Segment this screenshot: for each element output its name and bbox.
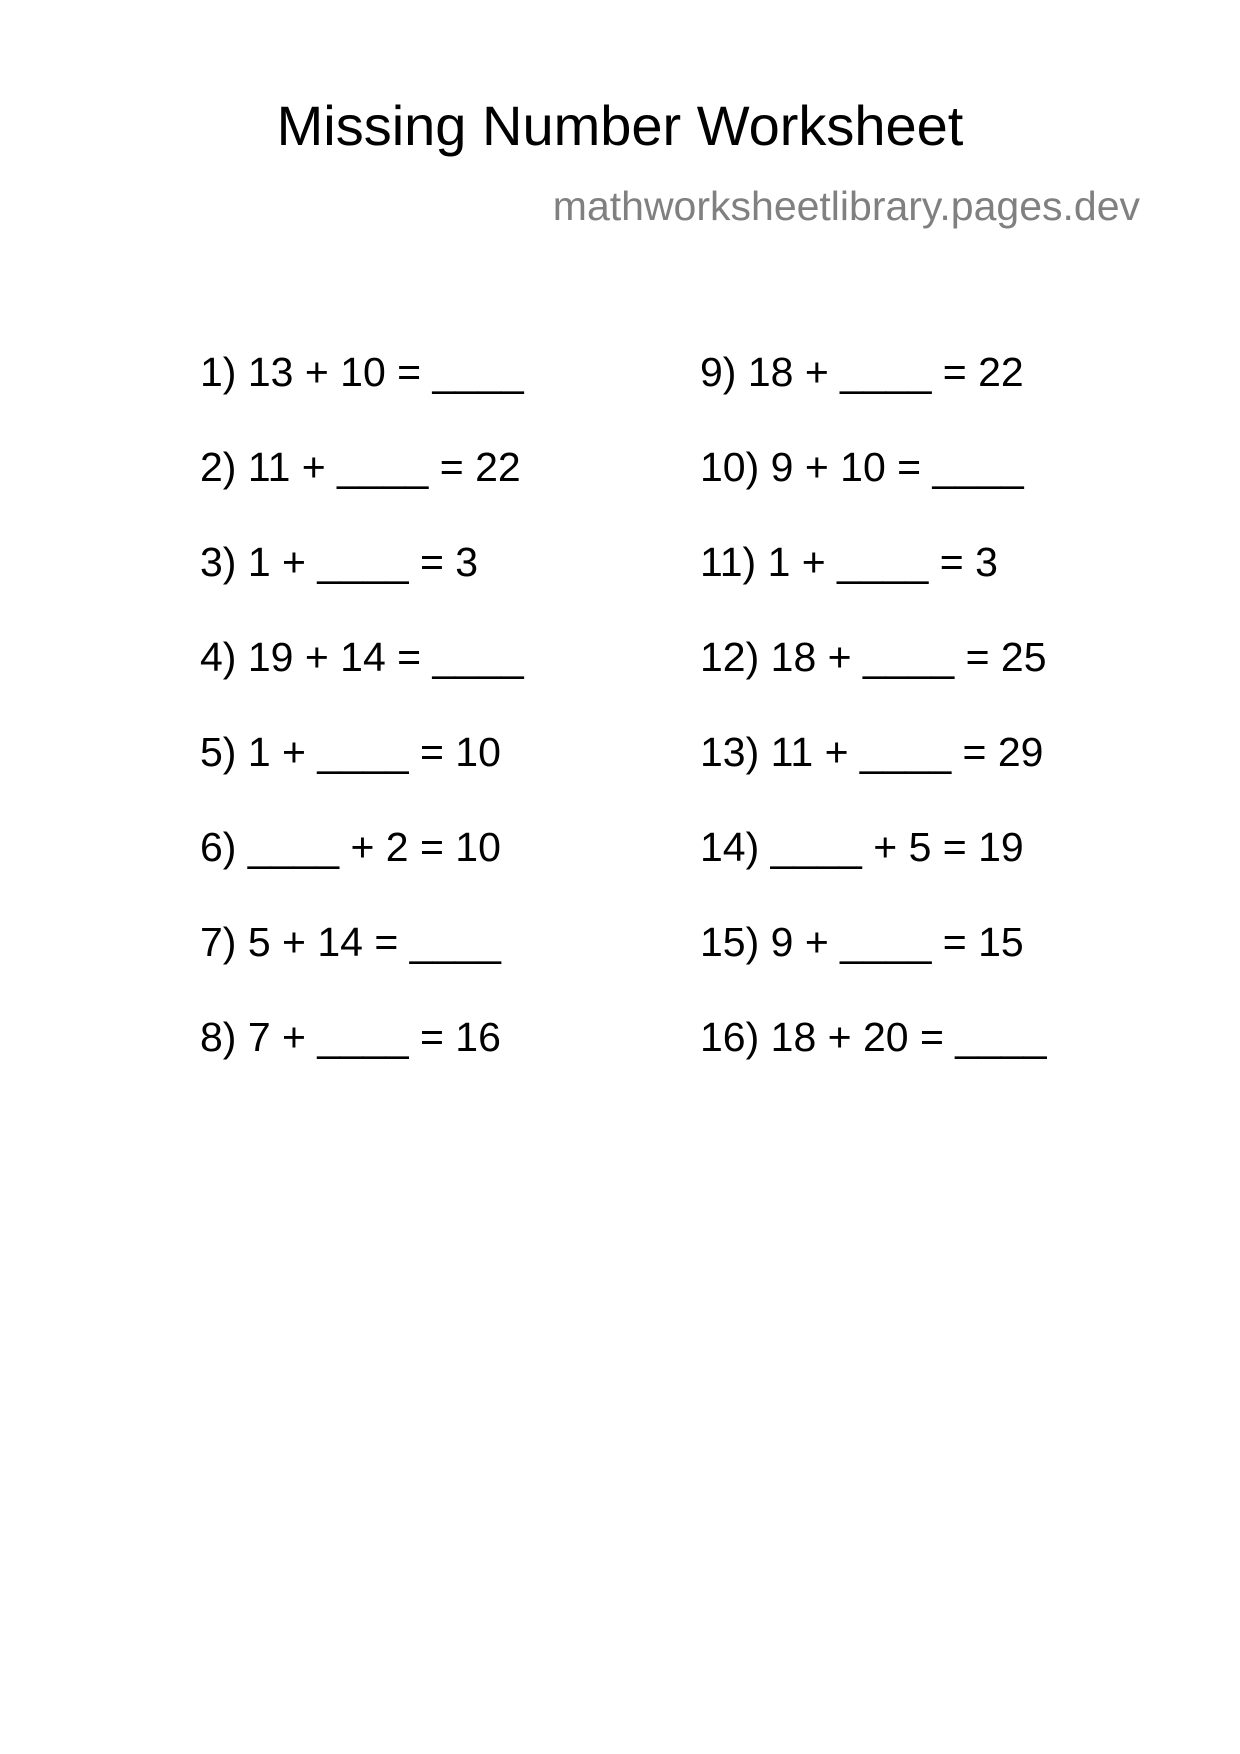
problem-13: 13) 11 + ____ = 29	[700, 729, 1044, 775]
problem-3: 3) 1 + ____ = 3	[200, 539, 479, 585]
problem-14: 14) ____ + 5 = 19	[700, 824, 1024, 870]
problems-column-right	[700, 349, 1170, 1112]
problem-2: 2) 11 + ____ = 22	[200, 444, 521, 490]
problem-4: 4) 19 + 14 = ____	[200, 634, 524, 680]
problem-8: 8) 7 + ____ = 16	[200, 1014, 501, 1060]
problems-column-left	[200, 349, 670, 1112]
problem-10: 10) 9 + 10 = ____	[700, 444, 1024, 490]
problem-16: 16) 18 + 20 = ____	[700, 1014, 1047, 1060]
problem-11: 11) 1 + ____ = 3	[700, 539, 998, 585]
page-title: Missing Number Worksheet	[276, 94, 964, 157]
problem-5: 5) 1 + ____ = 10	[200, 729, 501, 775]
problem-6: 6) ____ + 2 = 10	[200, 824, 501, 870]
problem-12: 12) 18 + ____ = 25	[700, 634, 1047, 680]
problem-1: 1) 13 + 10 = ____	[200, 349, 524, 395]
problem-15: 15) 9 + ____ = 15	[700, 919, 1024, 965]
website-label: mathworksheetlibrary.pages.dev	[552, 183, 1140, 229]
problem-9: 9) 18 + ____ = 22	[700, 349, 1024, 395]
problem-7: 7) 5 + 14 = ____	[200, 919, 501, 965]
